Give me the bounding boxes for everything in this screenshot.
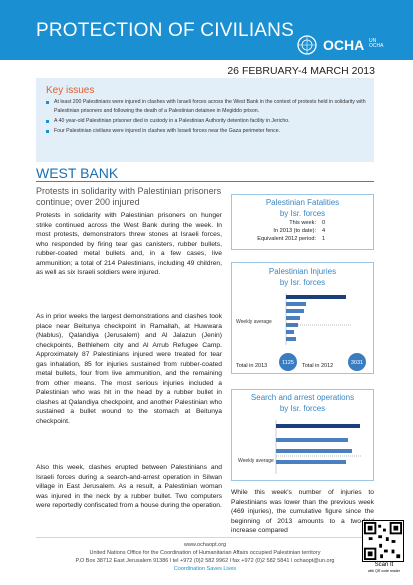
qr-scan-sublabel: with QR code reader <box>367 569 401 573</box>
total-2012-label: Total in 2012 <box>302 363 334 369</box>
search-arrest-title: Search and arrest operations <box>250 393 355 402</box>
injuries-bar <box>286 302 306 306</box>
ocha-logo-text: OCHA <box>323 37 365 53</box>
article-paragraph: Protests in solidarity with Palestinian prisoners on hunger strike continued across the West Bank during the week. In most protests, demonstrators threw stones at Israeli forces, who responded by firing tear gas canisters, rubber bullets, rubber-coated metal bullets and, in a few cases, live ammunition; a total of 214 Palestinians, including 49 children, as well as six Israeli soldiers were injured. <box>36 212 222 276</box>
footer-address: P.O Box 38712 East Jerusalem 91386 l tel +972 (0)2 582 9962 l fax +972 (0)2 582 5841 l ochaopt@un.org <box>75 558 335 564</box>
footer-divider <box>36 537 374 538</box>
qr-code-icon <box>362 520 404 562</box>
fatalities-box <box>231 194 374 250</box>
fatalities-row-label: In 2013 (to date): <box>273 228 316 234</box>
fatalities-row-value: 0 <box>322 220 326 226</box>
search-arrest-bar <box>276 449 352 453</box>
total-2012-value: 3031 <box>350 360 364 366</box>
search-arrest-chart <box>232 390 373 480</box>
search-arrest-bar <box>276 460 346 464</box>
key-issue-item: A 40 year-old Palestinian prisoner died in custody in a Palestinian Authority detention facility in Jericho. <box>46 117 366 126</box>
injuries-subtitle: by Isr. forces <box>279 278 326 287</box>
fatalities-row-label: Equivalent 2012 period: <box>257 236 316 242</box>
section-divider <box>36 181 374 182</box>
article-paragraph: As in prior weeks the largest demonstrations and clashes took place near Beitunya checkpoint in Ramallah, at Huwwara (Nablus), Qalandiya (Jerusalem) and Al Jalazun (Jenin) checkpoints, Bethlehem city and Al Arrub Refugee Camp. Approximately 87 Palestinians injured were treated for tear gas inhalation, 85 for injuries sustained from rubber-coated metal bullets, four from live ammunition, and the remaining from other means. The most serious injuries included a Palestinian who was hit in the head by a rubber bullet in clashes at Qalandiya checkpoint, and another Palestinian who sustained a bullet wound to the stomach at Beitunya checkpoint. <box>36 313 222 425</box>
search-arrest-bar <box>276 438 348 442</box>
footer-tagline: Coordination Saves Lives <box>173 566 237 572</box>
article-paragraph-right: While this week's number of injuries to Palestinians was lower than the previous week (469 injuries), the cumulative figure since the beginning of 2013 amounts to a two-fold increase compared <box>231 489 374 534</box>
page-header <box>0 0 413 60</box>
injuries-bar <box>286 309 304 313</box>
footer-org: United Nations Office for the Coordination of Humanitarian Affairs occupied Palestinian territory <box>89 550 321 556</box>
injuries-title: Palestinian Injuries <box>268 267 337 276</box>
injuries-bar <box>286 330 294 334</box>
injuries-bar <box>286 337 296 341</box>
key-issues-list <box>46 98 366 137</box>
fatalities-row-value: 1 <box>322 236 326 242</box>
key-issues-box <box>36 78 374 162</box>
footer-url[interactable]: www.ochaopt.org <box>183 542 227 548</box>
search-arrest-subtitle: by Isr. forces <box>279 404 326 413</box>
key-issue-item: At least 200 Palestinians were injured in clashes with Israeli forces across the West Bank in the context of protests held in solidarity with Palestinian prisoners and following the death of a Palestinian detainee in Megiddo prison. <box>46 98 366 116</box>
fatalities-row-label: This week: <box>289 220 316 226</box>
article-subheading: Protests in solidarity with Palestinian prisoners continue; over 200 injured <box>36 186 222 207</box>
fatalities-heading <box>232 195 373 219</box>
fatalities-row <box>232 227 373 235</box>
total-2013-value: 1125 <box>282 360 294 366</box>
qr-scan-label: Scan It <box>374 562 394 568</box>
un-emblem-icon <box>296 34 318 56</box>
injuries-chart <box>232 263 373 373</box>
fatalities-subtitle: by Isr. forces <box>279 209 326 218</box>
total-2013-label: Total in 2013 <box>236 363 268 369</box>
article-paragraph: Also this week, clashes erupted between Palestinians and Israeli forces during a search-and-arrest operation in Silwan village in East Jerusalem. As a result, a Palestinian woman was injured in the neck by a rubber bullet. Two computers were reportedly confiscated from a house during the operation. <box>36 464 222 509</box>
key-issue-item: Four Palestinian civilians were injured in clashes with Israeli forces near the Gaza perimeter fence. <box>46 127 366 136</box>
injuries-box <box>231 262 374 374</box>
report-date: 26 FEBRUARY-4 MARCH 2013 <box>227 65 375 77</box>
search-arrest-bar <box>276 424 360 428</box>
section-title: WEST BANK <box>36 165 119 181</box>
fatalities-row <box>232 219 373 227</box>
fatalities-row-value: 4 <box>322 228 326 234</box>
search-arrest-box <box>231 389 374 481</box>
injuries-bar <box>286 316 300 320</box>
fatalities-row <box>232 235 373 243</box>
page-footer <box>36 541 374 573</box>
report-title: PROTECTION OF CIVILIANS <box>36 20 294 41</box>
ocha-logo-small: UN OCHA <box>369 38 384 49</box>
injuries-bar <box>286 295 346 299</box>
weekly-average-label: Weekly average <box>238 458 274 464</box>
key-issues-heading: Key issues <box>46 85 95 96</box>
weekly-average-label: Weekly average <box>236 319 272 325</box>
fatalities-title: Palestinian Fatalities <box>265 198 340 207</box>
